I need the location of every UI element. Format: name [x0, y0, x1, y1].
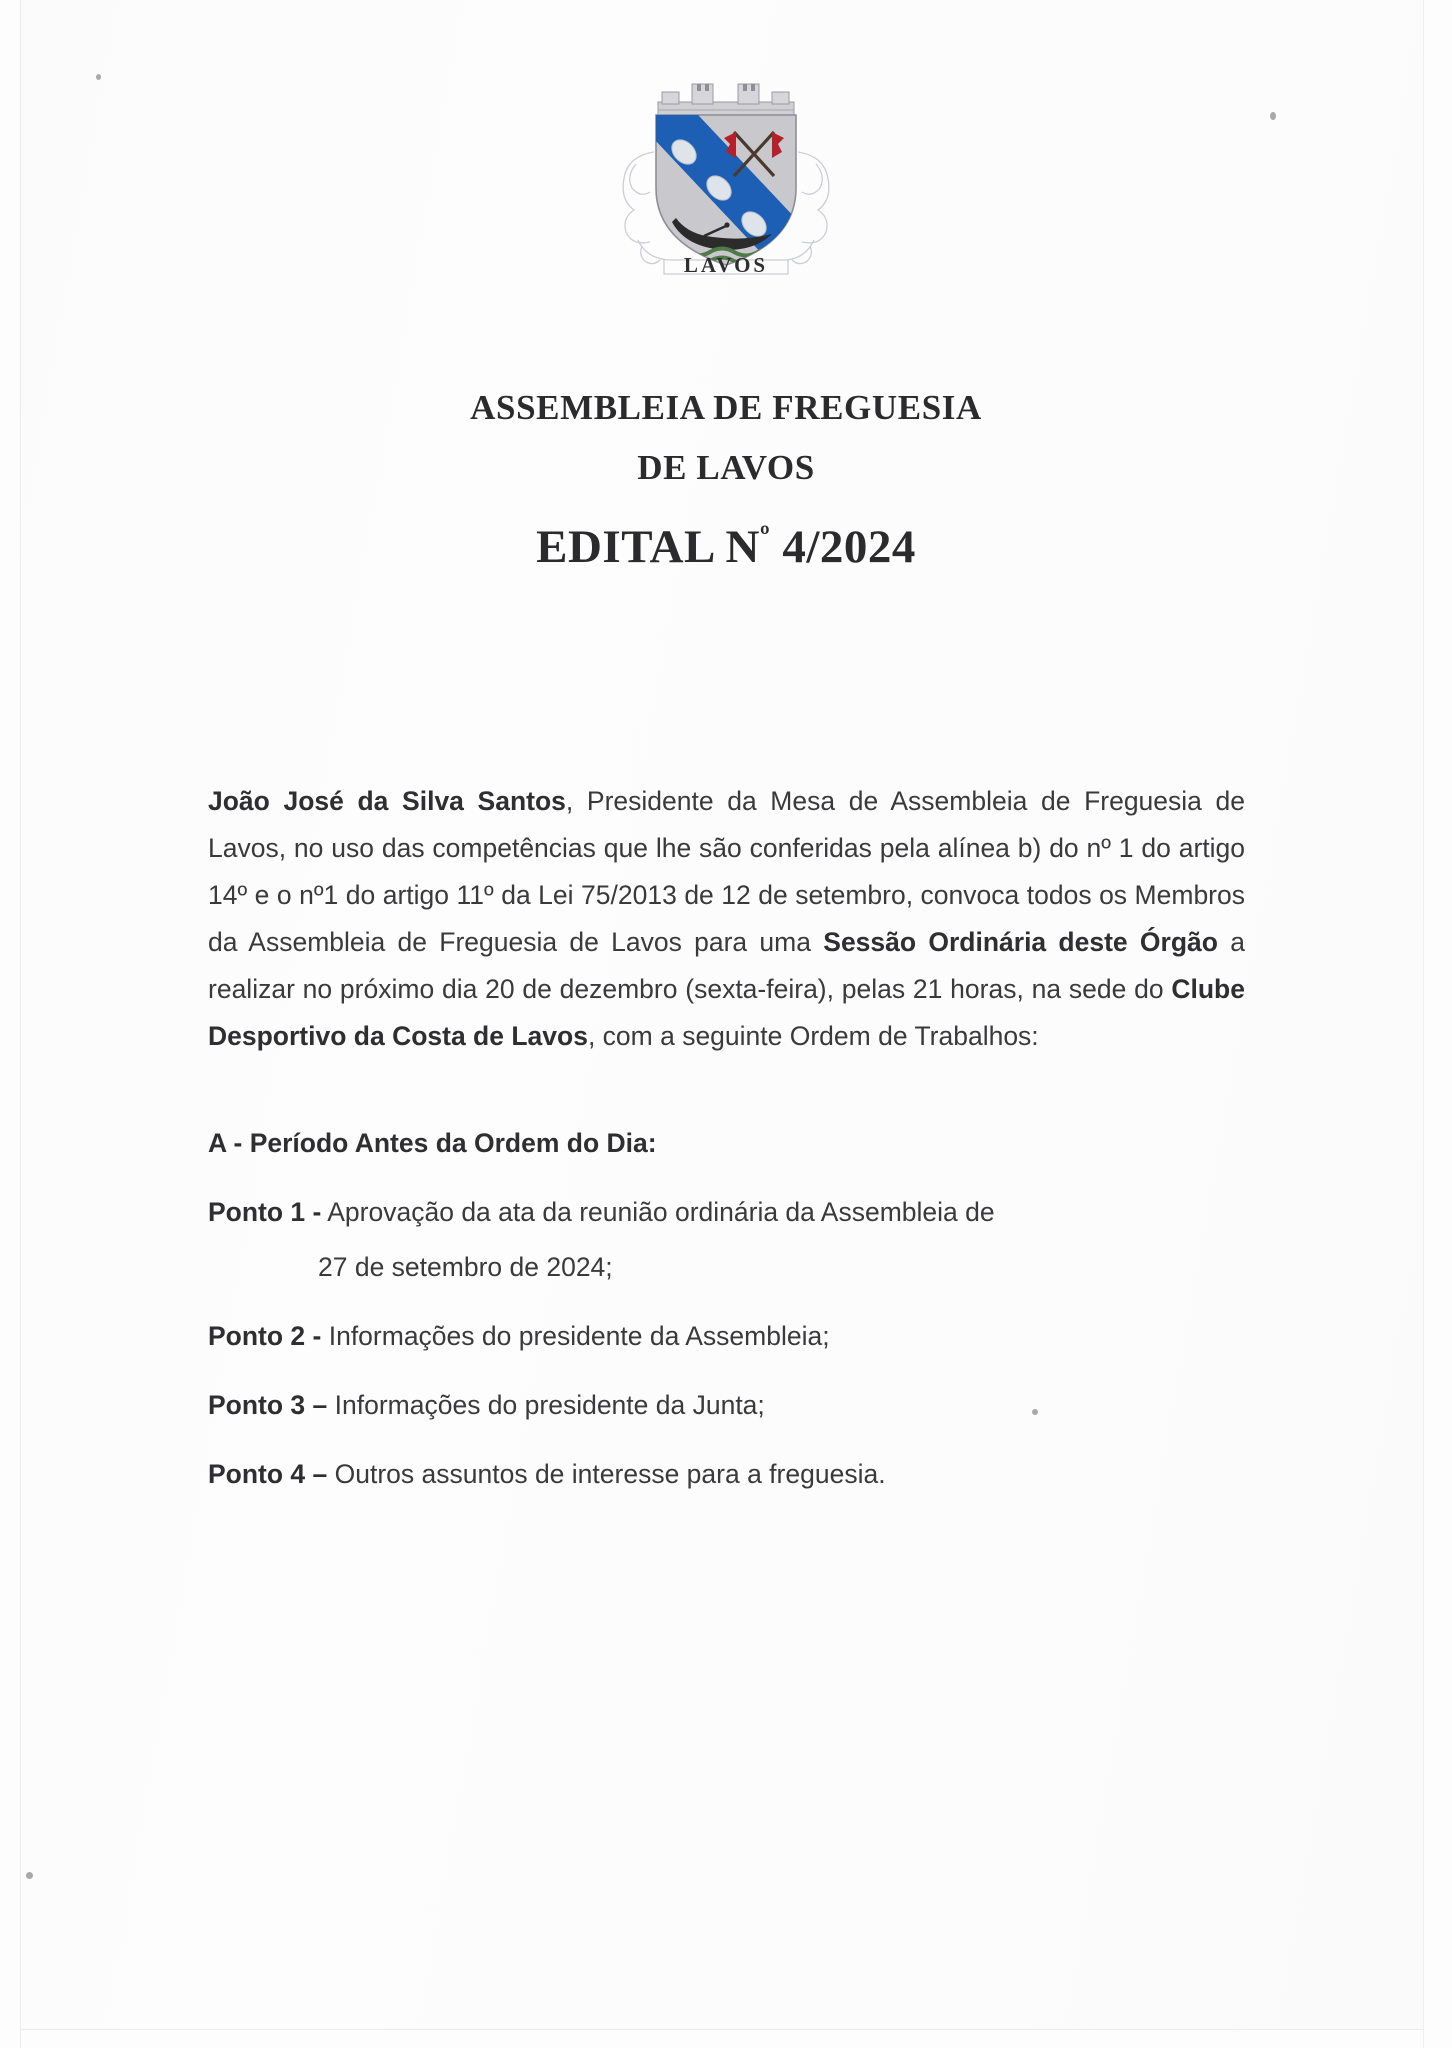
list-item: [208, 1382, 1245, 1429]
section-a-heading: A - Período Antes da Ordem do Dia:: [208, 1128, 657, 1158]
intro-part-2: a realizar no próximo dia 20 de dezembro (sexta-feira), pelas 21 horas, na sede do: [208, 927, 1245, 1004]
agenda-item-text: Informações do presidente da Assembleia;: [321, 1321, 830, 1351]
scan-edge-left: [20, 0, 21, 2048]
president-name: João José da Silva Santos: [208, 786, 566, 816]
session-type: Sessão Ordinária deste Órgão: [823, 927, 1218, 957]
page-title: [0, 520, 1452, 574]
scan-edge-bottom: [20, 2029, 1424, 2030]
title-prefix: EDITAL N: [536, 521, 760, 573]
scan-speck: [26, 1872, 33, 1879]
agenda-item-label: Ponto 1 -: [208, 1197, 322, 1227]
agenda-item-text: Aprovação da ata da reunião ordinária da Assembleia de: [321, 1197, 995, 1227]
agenda-item-continuation: 27 de setembro de 2024;: [318, 1252, 613, 1282]
title-number: 4/2024: [770, 521, 916, 573]
intro-part-3: , com a seguinte Ordem de Trabalhos:: [587, 1021, 1039, 1051]
organization-line-1: ASSEMBLEIA DE FREGUESIA: [470, 388, 982, 427]
mural-crown-icon: [658, 84, 794, 119]
intro-paragraph: [208, 778, 1245, 1060]
scan-edge-right: [1423, 0, 1424, 2048]
title-ordinal-indicator: º: [759, 520, 771, 553]
shield: [638, 100, 814, 265]
list-item: [208, 1189, 1245, 1291]
agenda-item-label: Ponto 4 –: [208, 1459, 328, 1489]
list-item: [208, 1313, 1245, 1360]
venue-name: Clube Desportivo da Costa de Lavos: [208, 974, 1245, 1051]
agenda-item-text: Informações do presidente da Junta;: [327, 1390, 765, 1420]
agenda-item-label: Ponto 2 -: [208, 1321, 322, 1351]
crest-banner-text: LAVOS: [683, 253, 769, 277]
coat-of-arms: [0, 60, 1452, 280]
agenda-item-text: Outros assuntos de interesse para a freguesia.: [327, 1459, 886, 1489]
intro-part-1: , Presidente da Mesa de Assembleia de Freguesia de Lavos, no uso das competências que lhe são conferidas pela alínea b) do nº 1 do artigo 14º e o nº1 do artigo 11º da Lei 75/2013 de 12 de setembro, convoca todos os Membros da Assembleia de Freguesia de Lavos para uma: [208, 786, 1246, 957]
document-body: [208, 778, 1245, 1498]
agenda-item-list: [208, 1189, 1245, 1498]
list-item: [208, 1451, 1245, 1498]
agenda-item-label: Ponto 3 –: [208, 1390, 328, 1420]
organization-line-2: DE LAVOS: [637, 448, 815, 487]
